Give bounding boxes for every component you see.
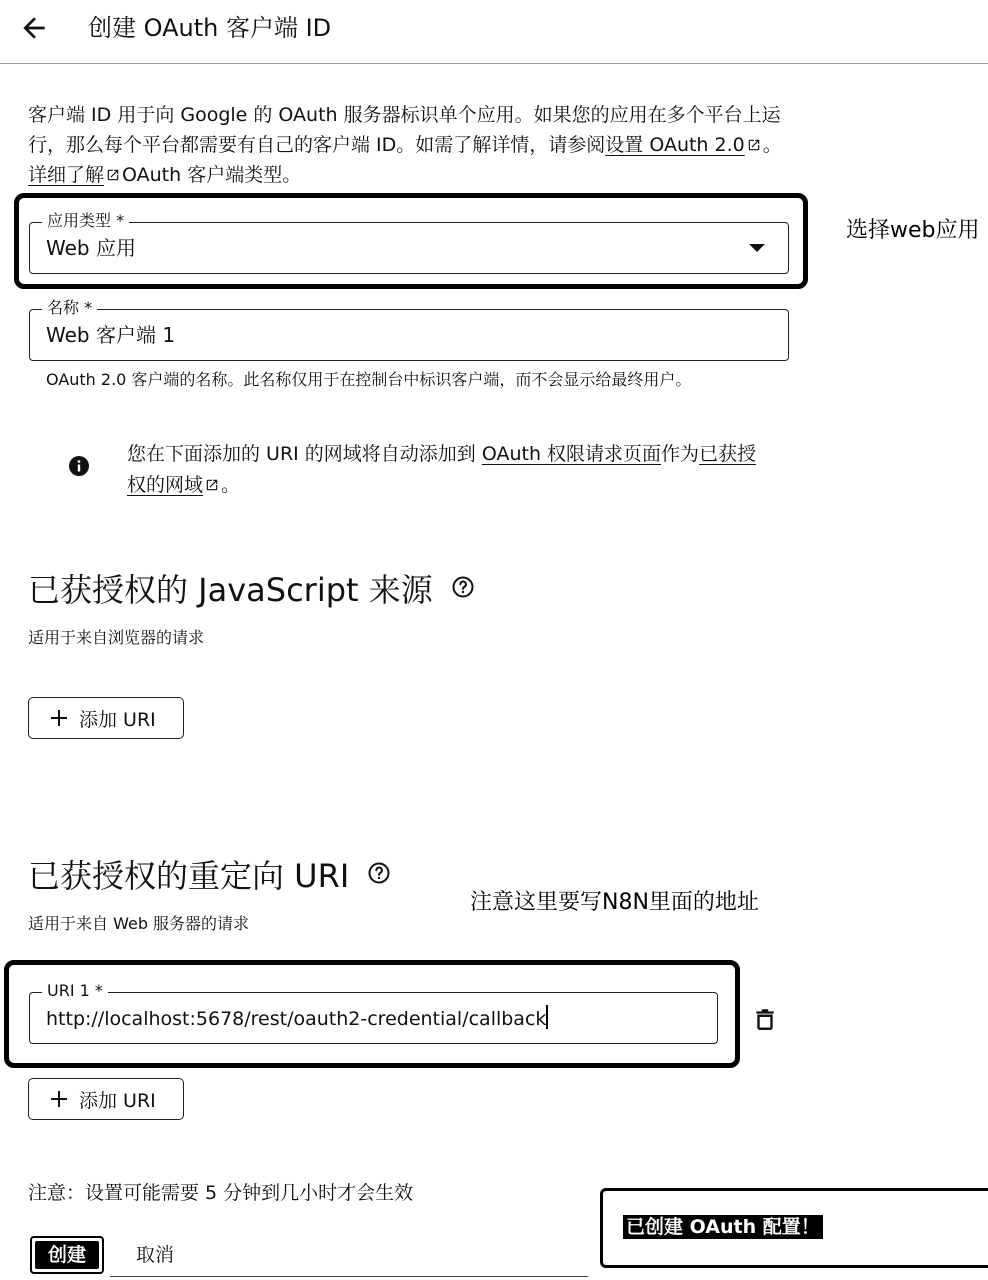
external-link-icon <box>747 138 761 152</box>
redirect-uris-title-text: 已获授权的重定向 URI <box>28 857 350 895</box>
name-helper-text: OAuth 2.0 客户端的名称。此名称仅用于在控制台中标识客户端，而不会显示给最终用户。 <box>46 370 692 389</box>
name-value: Web 客户端 1 <box>46 323 176 347</box>
add-js-origin-button[interactable] <box>28 697 184 739</box>
create-button-label: 创建 <box>35 1241 99 1269</box>
annotation-redirect-note: 注意这里要写N8N里面的地址 <box>470 890 759 915</box>
info-text-before: 您在下面添加的 URI 的网域将自动添加到 <box>127 443 476 465</box>
learn-more-link[interactable] <box>28 164 104 186</box>
dropdown-arrow-icon <box>748 243 766 253</box>
delete-icon[interactable] <box>752 1006 778 1032</box>
text-cursor <box>546 1005 548 1029</box>
intro-text <box>28 100 798 190</box>
annotation-select-web: 选择web应用 <box>846 218 980 243</box>
app-type-label: 应用类型 * <box>42 211 129 231</box>
propagation-note: 注意：设置可能需要 5 分钟到几小时才会生效 <box>28 1182 414 1204</box>
redirect-uri-value: http://localhost:5678/rest/oauth2-credential/callback <box>46 1008 547 1030</box>
js-origins-title <box>28 570 475 610</box>
app-type-value: Web 应用 <box>46 236 136 260</box>
info-text-mid: 作为 <box>661 443 700 465</box>
intro-tail: OAuth 客户端类型。 <box>122 164 302 186</box>
redirect-uris-subtitle: 适用于来自 Web 服务器的请求 <box>28 914 250 933</box>
redirect-uris-title <box>28 856 391 896</box>
add-js-origin-label: 添加 URI <box>79 708 156 731</box>
help-icon[interactable] <box>367 861 391 885</box>
back-arrow-icon[interactable] <box>18 12 50 44</box>
setup-oauth-link[interactable] <box>605 134 762 156</box>
info-text <box>127 439 767 501</box>
intro-line: 客户端 ID 用于向 Google 的 OAuth 服务器标识单个应用。如果您的应用在多个平台上运行，那么每个平台都需要有自己的客户端 ID。如需了解详情，请参阅 <box>28 104 781 156</box>
external-link-icon <box>205 478 219 492</box>
toast-message: 已创建 OAuth 配置！ <box>623 1215 823 1239</box>
js-origins-title-text: 已获授权的 JavaScript 来源 <box>28 571 433 609</box>
create-button[interactable] <box>30 1236 104 1274</box>
authorized-domains-link-label: 已获授权的网域 <box>127 443 757 496</box>
add-redirect-uri-button[interactable] <box>28 1078 184 1120</box>
info-text-end: 。 <box>221 474 241 496</box>
footer-divider <box>110 1276 588 1277</box>
header-divider <box>0 63 988 64</box>
help-icon[interactable] <box>451 575 475 599</box>
intro-separator: 。 <box>762 134 782 156</box>
plus-icon <box>49 708 69 728</box>
info-icon <box>67 454 91 478</box>
name-label: 名称 * <box>42 298 97 318</box>
page-title: 创建 OAuth 客户端 ID <box>88 14 332 42</box>
js-origins-subtitle: 适用于来自浏览器的请求 <box>28 628 205 647</box>
redirect-uri-label: URI 1 * <box>42 981 108 1001</box>
cancel-button[interactable]: 取消 <box>136 1244 175 1266</box>
setup-oauth-link-label: 设置 OAuth 2.0 <box>605 134 745 156</box>
plus-icon <box>49 1089 69 1109</box>
external-link-icon <box>106 168 120 182</box>
redirect-uri-input[interactable] <box>29 981 718 1044</box>
name-input[interactable] <box>29 298 789 361</box>
consent-page-link[interactable]: OAuth 权限请求页面 <box>481 443 662 465</box>
add-redirect-uri-label: 添加 URI <box>79 1089 156 1112</box>
redirect-uri-value-wrap <box>46 1005 548 1032</box>
toast-notification <box>600 1188 988 1268</box>
app-type-select[interactable] <box>29 211 789 274</box>
learn-more-link-label: 详细了解 <box>28 164 105 186</box>
